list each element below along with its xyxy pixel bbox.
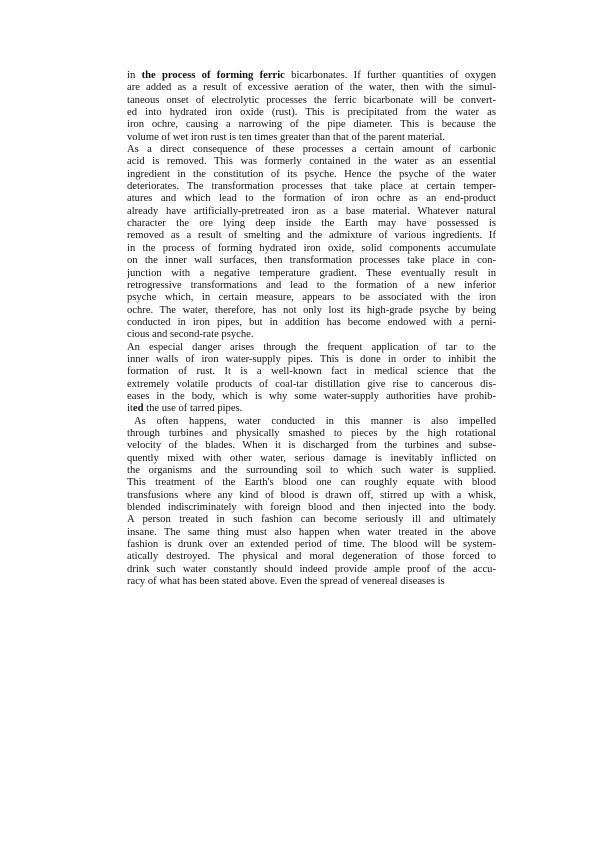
line-text: in (127, 70, 142, 81)
text-line: quently mixed with other water, serious damage is inevitably inflicted on (127, 452, 496, 464)
text-line: psyche which, in certain measure, appears to be associated with the iron (127, 292, 496, 304)
bold-text: ed (132, 403, 144, 415)
text-line (127, 403, 496, 415)
text-line: fashion is drunk over an extended period of time. The blood will be system- (127, 539, 496, 551)
text-line: blended indiscriminately with foreign blood and then injected into the body. (127, 502, 496, 514)
text-line: eases in the body, which is why some water-supply authorities have prohib- (127, 390, 496, 402)
text-line: As a direct consequence of these processes a certain amount of carbonic (127, 144, 496, 156)
text-line: velocity of the blades. When it is discharged from the turbines and subse- (127, 440, 496, 452)
line-text: the use of tarred pipes. (143, 403, 243, 415)
text-line: This treatment of the Earth's blood one can roughly equate with blood (127, 477, 496, 489)
paragraph (127, 416, 496, 589)
text-line: taneous onset of electrolytic processes the ferric bicarbonate will be convert- (127, 94, 496, 106)
text-line: volume of wet iron rust is ten times greater than that of the parent material. (127, 131, 446, 143)
text-line: A person treated in such fashion can become seriously ill and ultimately (127, 514, 496, 526)
text-line: on the inner wall surfaces, then transformation processes take place in con- (127, 255, 496, 267)
text-line: atically destroyed. The physical and moral degeneration of those forced to (127, 551, 496, 563)
text-line: insane. The same thing must also happen when water treated in the above (127, 526, 496, 538)
text-line: iron ochre, causing a narrowing of the pipe diameter. This is because the (127, 119, 496, 131)
text-line: ingredient in the constitution of its psyche. Hence the psyche of the water (127, 168, 496, 180)
text-line: inner walls of iron water-supply pipes. This is done in order to inhibit the (127, 353, 496, 365)
paragraph (127, 144, 496, 342)
text-line: extremely volatile products of coal-tar distillation give rise to cancerous dis- (127, 378, 496, 390)
text-line: in the process of forming hydrated iron oxide, solid components accumulate (127, 242, 496, 254)
text-line: An especial danger arises through the frequent application of tar to the (127, 341, 496, 353)
line-text: bicarbonates. If further quantities of oxygen (284, 70, 496, 81)
text-line: drink such water constantly should indeed provide ample proof of the accu- (127, 563, 496, 575)
text-line: are added as a result of excessive aeration of the water, then with the simul- (127, 82, 496, 94)
line-text: it (127, 403, 133, 415)
text-line (127, 70, 496, 82)
text-line: formation of rust. It is a well-known fact in medical science that the (127, 366, 496, 378)
text-line: retrogressive transformations and lead to the formation of a new inferior (127, 279, 496, 291)
text-line: acid is removed. This was formerly contained in the water as an essential (127, 156, 496, 168)
text-line: deteriorates. The transformation processes that take place at certain temper- (127, 181, 496, 193)
text-line: junction with a negative temperature gradient. These eventually result in (127, 267, 496, 279)
paragraph (127, 342, 496, 416)
text-line: As often happens, water conducted in this manner is also impelled (134, 415, 496, 427)
text-line: ochre. The water, therefore, has not only lost its high-grade psyche by being (127, 304, 496, 316)
text-line: the organisms and the surrounding soil to which such water is supplied. (127, 465, 496, 476)
text-line: ed into hydrated iron oxide (rust). This is precipitated from the water as (127, 107, 496, 119)
text-line: atures and which lead to the formation of iron ochre as an end-product (127, 193, 496, 205)
paragraph (127, 70, 496, 144)
text-line: already have artificially-pretreated iron as a base material. Whatever natural (127, 205, 496, 217)
text-line: transfusions where any kind of blood is drawn off, stirred up with a whisk, (127, 489, 496, 501)
text-line: character the ore lying deep inside the Earth may have possessed is (127, 218, 496, 230)
text-line: through turbines and physically smashed to pieces by the high rotational (127, 427, 496, 439)
bold-text: the process of forming ferric (141, 70, 285, 81)
body-text (127, 70, 496, 588)
text-line: conducted in iron pipes, but in addition has become endowed with a perni- (127, 316, 496, 328)
text-line: cious and second-rate psyche. (127, 329, 254, 341)
text-line: removed as a result of smelting and the admixture of various ingredients. If (127, 230, 496, 242)
text-line: racy of what has been stated above. Even the spread of venereal diseases is (127, 576, 445, 588)
